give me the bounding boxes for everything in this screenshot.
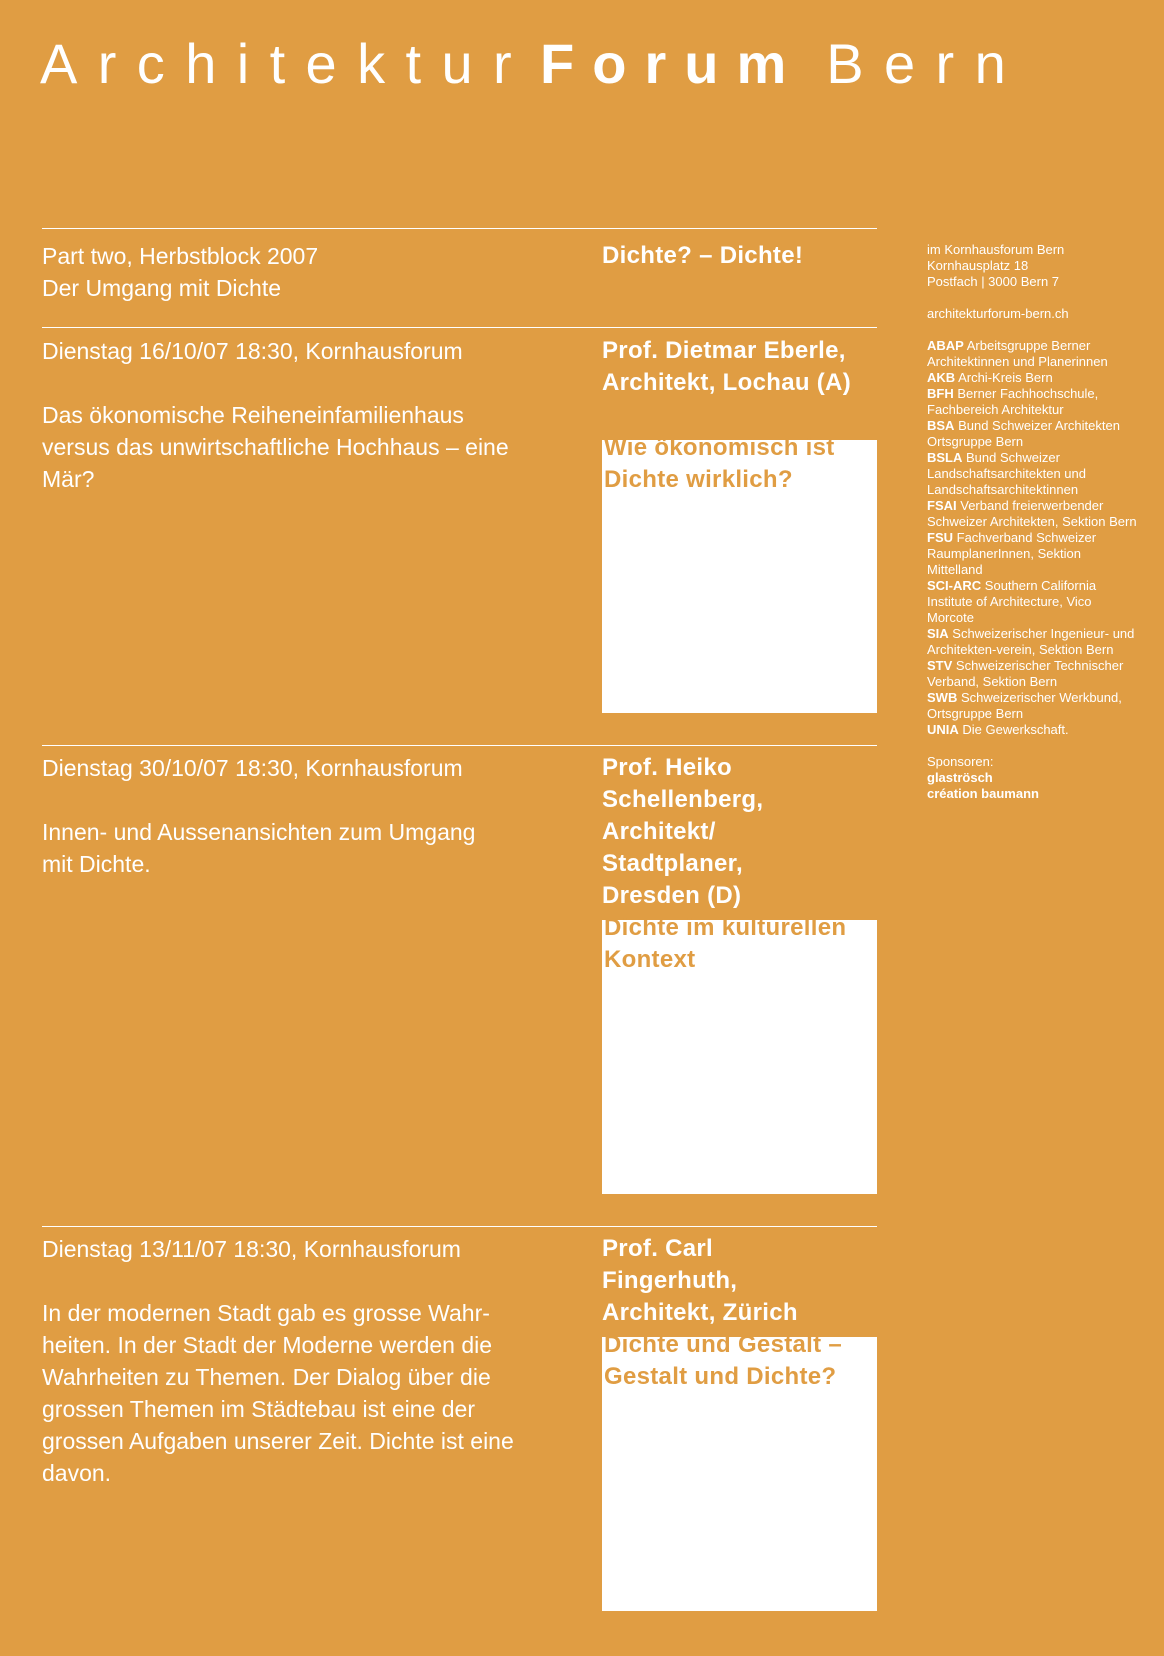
org-abbr: ABAP — [927, 338, 964, 353]
event-2-speaker: Prof. Heiko Schellenberg, Architekt/ Stadtplaner, Dresden (D) — [602, 754, 764, 909]
event-3-date: Dienstag 13/11/07 18:30, Kornhausforum — [42, 1236, 461, 1262]
sidebar — [927, 242, 1137, 802]
org-item — [927, 370, 1137, 386]
address-line-2: Kornhausplatz 18 — [927, 258, 1029, 273]
event-2-text: Innen- und Aussenansichten zum Umgang mit Dichte. — [42, 819, 476, 877]
org-item — [927, 658, 1137, 690]
org-item — [927, 722, 1137, 738]
divider — [42, 745, 877, 746]
org-name: Southern California Institute of Architecture, Vico Morcote — [927, 578, 1097, 625]
sponsor-1: glaströsch — [927, 770, 993, 785]
org-abbr: SIA — [927, 626, 949, 641]
org-abbr: BSA — [927, 418, 955, 433]
address-line-1: im Kornhausforum Bern — [927, 242, 1065, 257]
org-item — [927, 578, 1137, 626]
event-3-info — [42, 1233, 542, 1489]
event-2-info — [42, 752, 542, 880]
address-line-3: Postfach | 3000 Bern 7 — [927, 274, 1060, 289]
org-item — [927, 626, 1137, 658]
org-name: Bund Schweizer Landschaftsarchitekten und Landschaftsarchitektinnen — [927, 450, 1086, 497]
intro-line-2: Der Umgang mit Dichte — [42, 275, 282, 301]
org-item — [927, 386, 1137, 418]
org-abbr: BSLA — [927, 450, 963, 465]
org-item — [927, 530, 1137, 578]
event-3-title: Dichte und Gestalt – Gestalt und Dichte? — [604, 1331, 843, 1390]
org-abbr: SCI-ARC — [927, 578, 982, 593]
org-name: Fachverband Schweizer RaumplanerInnen, Sektion Mittelland — [927, 530, 1097, 577]
org-abbr: FSU — [927, 530, 953, 545]
org-abbr: FSAI — [927, 498, 957, 513]
org-name: Schweizerischer Ingenieur- und Architekten-verein, Sektion Bern — [927, 626, 1135, 657]
event-3-speaker: Prof. Carl Fingerhuth, Architekt, Zürich — [602, 1235, 798, 1326]
masthead-light: Architektur — [40, 32, 533, 95]
org-item — [927, 450, 1137, 498]
org-name: Arbeitsgruppe Berner Architektinnen und Planerinnen — [927, 338, 1108, 369]
event-1-title: Wie ökonomisch ist Dichte wirklich? — [604, 434, 835, 493]
org-abbr: SWB — [927, 690, 958, 705]
masthead-light-2: Bern — [826, 32, 1027, 95]
event-3-text: In der modernen Stadt gab es grosse Wahr-heiten. In der Stadt der Moderne werden die Wahrheiten zu Themen. Der Dialog über die grossen Themen im Städtebau ist eine der grossen Aufgaben unserer Zeit. Dichte ist eine davon. — [42, 1300, 514, 1486]
org-item — [927, 418, 1137, 450]
website-link[interactable]: architekturforum-bern.ch — [927, 306, 1069, 321]
event-1-text: Das ökonomische Reiheneinfamilienhaus versus das unwirtschaftliche Hochhaus – eine Mär? — [42, 402, 509, 492]
org-name: Schweizerischer Technischer Verband, Sektion Bern — [927, 658, 1124, 689]
sponsor-2: création baumann — [927, 786, 1039, 801]
org-name: Bund Schweizer Architekten Ortsgruppe Bern — [927, 418, 1120, 449]
masthead-bold: Forum — [540, 32, 805, 95]
event-1-date: Dienstag 16/10/07 18:30, Kornhausforum — [42, 338, 463, 364]
event-1-info — [42, 335, 542, 495]
org-abbr: AKB — [927, 370, 956, 385]
org-item — [927, 498, 1137, 530]
intro-headline: Dichte? – Dichte! — [602, 242, 804, 269]
org-name: Archi-Kreis Bern — [958, 370, 1053, 385]
intro-text — [42, 240, 542, 304]
event-2-title: Dichte im kulturellen Kontext — [604, 914, 847, 973]
event-1-speaker: Prof. Dietmar Eberle, Architekt, Lochau (A) — [602, 337, 851, 396]
divider — [42, 228, 877, 229]
divider — [42, 327, 877, 328]
event-2-date: Dienstag 30/10/07 18:30, Kornhausforum — [42, 755, 463, 781]
org-list — [927, 338, 1137, 738]
masthead — [40, 28, 1130, 100]
intro-line-1: Part two, Herbstblock 2007 — [42, 243, 319, 269]
org-abbr: BFH — [927, 386, 954, 401]
org-name: Verband freierwerbender Schweizer Architekten, Sektion Bern — [927, 498, 1137, 529]
org-item — [927, 690, 1137, 722]
org-name: Schweizerischer Werkbund, Ortsgruppe Bern — [927, 690, 1122, 721]
org-item — [927, 338, 1137, 370]
org-abbr: STV — [927, 658, 953, 673]
org-name: Berner Fachhochschule, Fachbereich Architektur — [927, 386, 1099, 417]
sponsors-label: Sponsoren: — [927, 754, 994, 769]
org-abbr: UNIA — [927, 722, 959, 737]
divider — [42, 1226, 877, 1227]
org-name: Die Gewerkschaft. — [962, 722, 1069, 737]
